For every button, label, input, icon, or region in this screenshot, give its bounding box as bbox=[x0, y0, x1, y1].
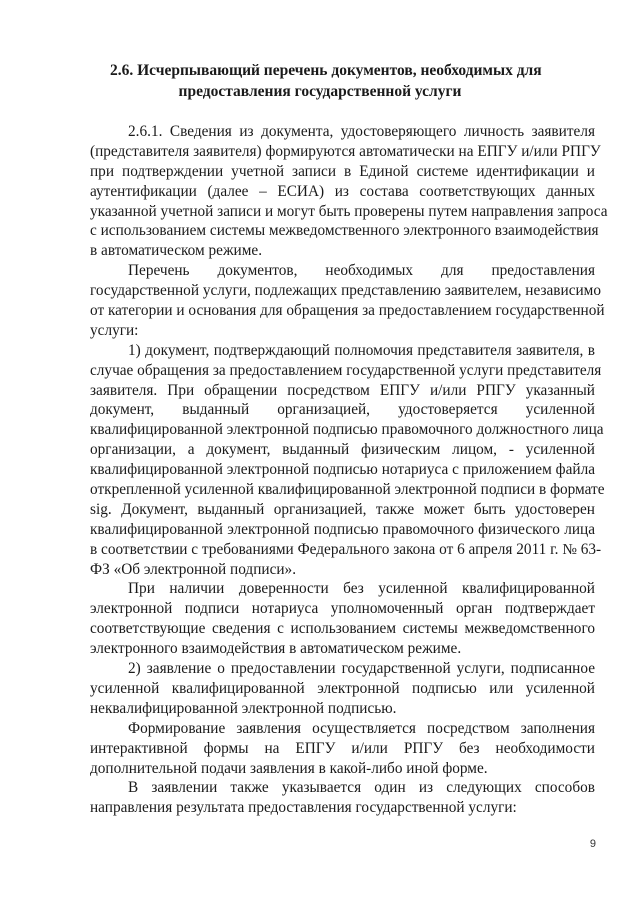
paragraph-result-delivery-method bbox=[90, 778, 595, 818]
paragraph-application-form bbox=[90, 719, 595, 779]
text-line: ФЗ «Об электронной подписи». bbox=[90, 560, 297, 578]
heading-line: 2.6. Исчерпывающий перечень документов, необходимых для bbox=[110, 62, 542, 79]
text-line: квалифицированной электронной подписью правомочного должностного лица bbox=[90, 421, 604, 439]
paragraph-power-of-attorney bbox=[90, 579, 595, 659]
text-line: документ, выданный организацией, удостоверяется усиленной bbox=[90, 401, 595, 419]
text-line: 2) заявление о предоставлении государственной услуги, подписанное bbox=[128, 660, 595, 678]
text-line: в автоматическом режиме. bbox=[90, 242, 263, 260]
text-line: При наличии доверенности без усиленной квалифицированной bbox=[128, 580, 595, 598]
text-line: В заявлении также указывается один из следующих способов bbox=[128, 779, 595, 797]
section-heading bbox=[110, 60, 542, 102]
text-line: указанной учетной записи и могут быть проверены путем направления запроса bbox=[90, 202, 608, 220]
body-text bbox=[90, 122, 608, 818]
paragraph-document-list-intro bbox=[90, 261, 605, 341]
text-line: 1) документ, подтверждающий полномочия представителя заявителя, в bbox=[128, 341, 595, 359]
paragraph-item-2-application bbox=[90, 659, 595, 719]
text-line: соответствующие сведения с использованием системы межведомственного bbox=[90, 620, 595, 638]
page-number: 9 bbox=[589, 838, 596, 850]
text-line: Перечень документов, необходимых для предоставления bbox=[128, 262, 595, 280]
text-line: направления результата предоставления государственной услуги: bbox=[90, 799, 517, 817]
text-line: 2.6.1. Сведения из документа, удостоверяющего личность заявителя bbox=[128, 123, 595, 140]
text-line: электронной подписи нотариуса уполномоченный орган подтверждает bbox=[90, 600, 595, 618]
heading-line: предоставления государственной услуги bbox=[178, 83, 462, 100]
text-line: при подтверждении учетной записи в Единой системе идентификации и bbox=[90, 162, 595, 180]
text-line: усиленной квалифицированной электронной подписью или усиленной bbox=[90, 679, 595, 697]
text-line: sig. Документ, выданный организацией, также может быть удостоверен bbox=[90, 500, 595, 518]
text-line: услуги: bbox=[90, 321, 139, 339]
text-line: дополнительной подачи заявления в какой-либо иной форме. bbox=[90, 759, 488, 777]
text-line: интерактивной формы на ЕПГУ и/или РПГУ без необходимости bbox=[90, 739, 595, 757]
text-line: от категории и основания для обращения за предоставлением государственной bbox=[90, 302, 605, 320]
text-line: случае обращения за предоставлением государственной услуги представителя bbox=[90, 361, 602, 379]
text-line: квалифицированной электронной подписью правомочного физического лица bbox=[90, 520, 595, 538]
text-line: государственной услуги, подлежащих представлению заявителем, независимо bbox=[90, 282, 602, 300]
text-line: квалифицированной электронной подписью нотариуса с приложением файла bbox=[90, 461, 595, 479]
text-line: открепленной усиленной квалифицированной электронной подписи в формате bbox=[90, 481, 605, 499]
text-line: Формирование заявления осуществляется посредством заполнения bbox=[128, 719, 595, 737]
text-line: неквалифицированной электронной подписью. bbox=[90, 699, 397, 717]
text-line: аутентификации (далее – ЕСИА) из состава соответствующих данных bbox=[90, 182, 595, 200]
text-line: электронного взаимодействия в автоматическом режиме. bbox=[90, 640, 462, 658]
paragraph-item-1-authority-document bbox=[90, 341, 605, 580]
text-line: в соответствии с требованиями Федерального закона от 6 апреля 2011 г. № 63- bbox=[90, 540, 602, 558]
text-line: (представителя заявителя) формируются автоматически на ЕПГУ и/или РПГУ bbox=[90, 142, 601, 160]
text-line: с использованием системы межведомственного электронного взаимодействия bbox=[90, 222, 599, 240]
text-line: организации, а документ, выданный физическим лицом, - усиленной bbox=[90, 441, 595, 459]
paragraph-identity-info bbox=[90, 122, 608, 261]
text-line: заявителя. При обращении посредством ЕПГУ и/или РПГУ указанный bbox=[90, 381, 595, 399]
